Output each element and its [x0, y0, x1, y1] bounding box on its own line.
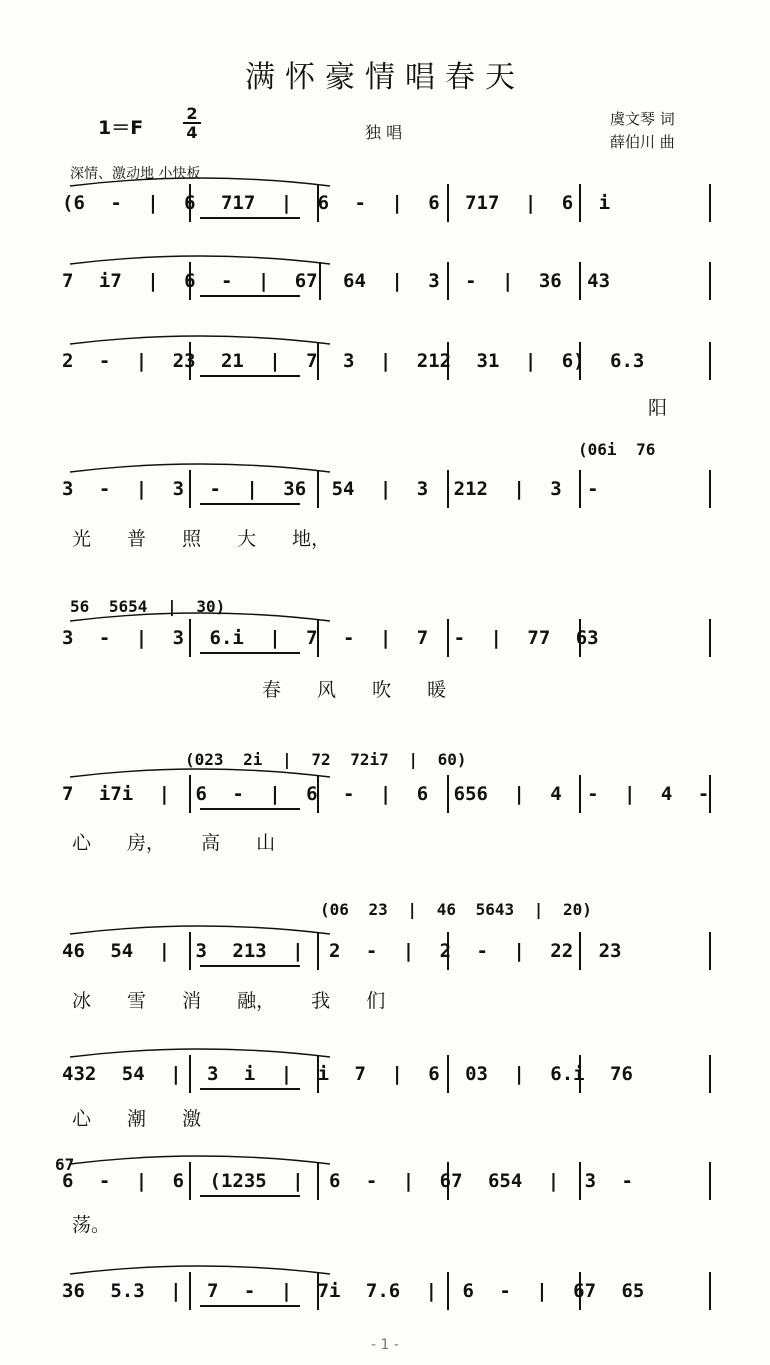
- time-signature-bottom: 4: [186, 123, 198, 142]
- notation-row: 7 i7 | 6 - | 67 64 | 3 - | 36 43: [62, 270, 611, 292]
- slur: [70, 926, 330, 934]
- song-title: 满怀豪情唱春天: [245, 60, 525, 95]
- lyricist-credit: 虞文琴 词: [610, 110, 675, 128]
- slur: [70, 256, 330, 264]
- lyric-line: 春 风 吹 暖: [262, 679, 447, 701]
- lyric-line: 光 普 照 大 地，: [72, 528, 331, 550]
- notation-row: 3 - | 3 - | 36 54 | 3 212 | 3 -: [62, 478, 599, 500]
- notation-row: 432 54 | 3 i | i 7 | 6 03 | 6.i 76: [62, 1063, 633, 1085]
- notation-row: 2 - | 23 21 | 7 3 | 212 31 | 6) 6.3: [62, 350, 645, 372]
- lyric-line: 荡。: [72, 1214, 111, 1236]
- slur: [70, 1266, 330, 1274]
- tempo-marking: 深情、激动地 小快板: [70, 166, 201, 182]
- lyric-line: 阳: [648, 397, 668, 419]
- slur: [70, 1156, 330, 1164]
- slur: [70, 178, 330, 186]
- notation-row: 46 54 | 3 213 | 2 - | 2 - | 22 23: [62, 940, 622, 962]
- notation-row: 36 5.3 | 7 - | 7i 7.6 | 6 - | 67 65: [62, 1280, 645, 1302]
- notation-row: 6 - | 6 (1235 | 6 - | 67 654 | 3 -: [62, 1170, 633, 1192]
- slur: [70, 1049, 330, 1057]
- slur: [70, 769, 330, 777]
- slur: [70, 336, 330, 344]
- secondary-notation: 67: [55, 1155, 75, 1174]
- key-signature: 1＝F: [98, 117, 144, 139]
- notation-row: (6 - | 6 717 | 6 - | 6 717 | 6 i: [62, 192, 611, 214]
- lyric-line: 心 潮 激: [72, 1108, 202, 1130]
- composer-credit: 薛伯川 曲: [610, 133, 675, 151]
- time-signature-top: 2: [186, 104, 198, 123]
- page-number: - 1 -: [371, 1337, 399, 1353]
- notation-row: 3 - | 3 6.i | 7 - | 7 - | 77 63: [62, 627, 599, 649]
- secondary-notation: (023 2i | 72 72i7 | 60): [185, 750, 467, 769]
- secondary-notation: 56 5654 | 30): [70, 597, 226, 616]
- notation-row: 7 i7i | 6 - | 6 - | 6 656 | 4 - | 4 -: [62, 783, 710, 805]
- slur: [70, 613, 330, 621]
- lyric-line: 冰 雪 消 融， 我 们: [72, 990, 386, 1012]
- slur: [70, 464, 330, 472]
- lyric-line: 心 房， 高 山: [72, 832, 276, 854]
- genre-label: 独 唱: [365, 123, 403, 142]
- secondary-notation: (06 23 | 46 5643 | 20): [320, 900, 592, 919]
- secondary-notation: (06i 76: [578, 440, 656, 459]
